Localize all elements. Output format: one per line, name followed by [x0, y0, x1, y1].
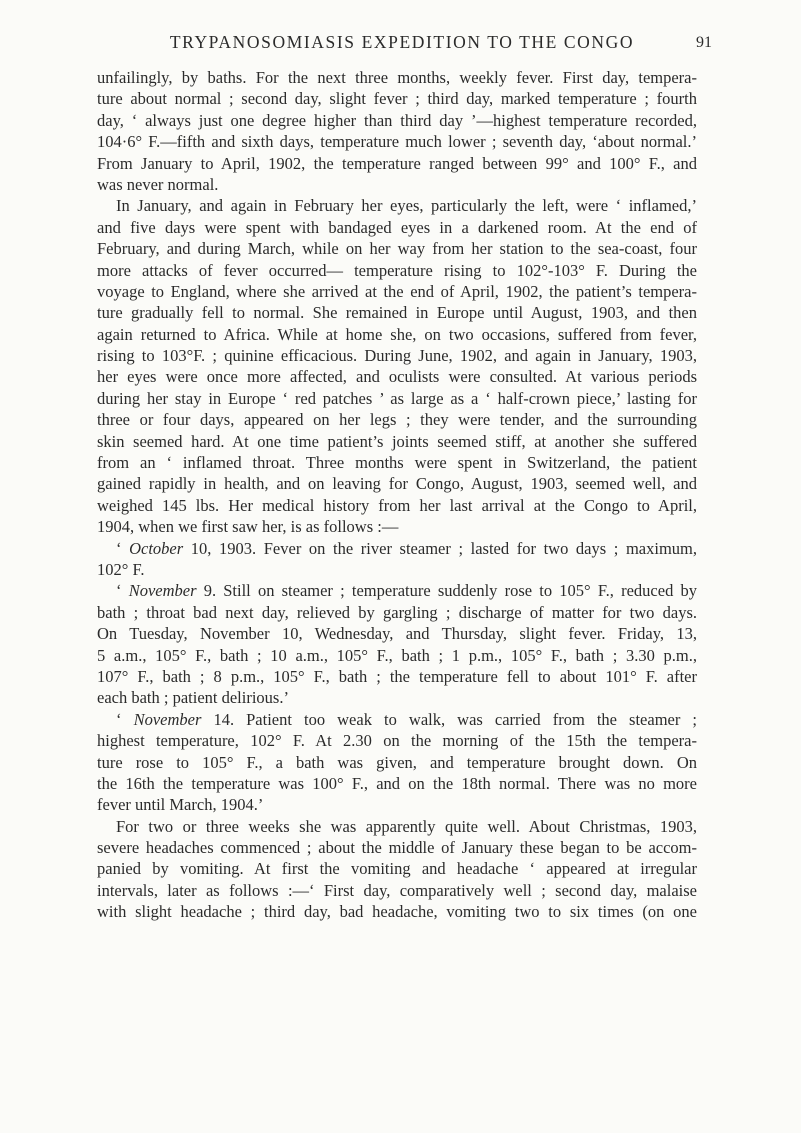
- text-line: again returned to Africa. While at home she, on two occasions, suffered from fever,: [97, 324, 697, 344]
- text-line: was never normal.: [97, 174, 219, 194]
- text-line: the 16th the temperature was 100° F., and on the 18th normal. There was no more: [97, 773, 697, 793]
- text-line: weighed 145 lbs. Her medical history from her last arrival at the Congo to April,: [97, 495, 697, 515]
- text-line: From January to April, 1902, the temperature ranged between 99° and 100° F., and: [97, 153, 697, 173]
- text-line: more attacks of fever occurred— temperature rising to 102°-103° F. During the: [97, 260, 697, 280]
- text-line: during her stay in Europe ‘ red patches ’ as large as a ‘ half-crown piece,’ lasting for: [97, 388, 697, 408]
- text-line: her eyes were once more affected, and oculists were consulted. At various periods: [97, 367, 697, 387]
- text-line: intervals, later as follows :—‘ First day, comparatively well ; second day, malaise: [97, 880, 697, 900]
- text-line: February, and during March, while on her way from her station to the sea-coast, four: [97, 239, 697, 259]
- date-month: November: [128, 581, 197, 601]
- running-head: TRYPANOSOMIASIS EXPEDITION TO THE CONGO: [169, 32, 635, 52]
- text-line: gained rapidly in health, and on leaving for Congo, August, 1903, seemed well, and: [97, 474, 697, 494]
- text-line: and five days were spent with bandaged eyes in a darkened room. At the end of: [97, 217, 697, 237]
- text-line: fever until March, 1904.’: [97, 795, 264, 815]
- text-line: ture gradually fell to normal. She remained in Europe until August, 1903, and then: [97, 303, 697, 323]
- text-line: day, ‘ always just one degree higher than third day ’—highest temperature recorded,: [97, 110, 697, 130]
- text-line: 104·6° F.—fifth and sixth days, temperature much lower ; seventh day, ‘about normal.’: [97, 132, 697, 152]
- text-line: unfailingly, by baths. For the next three months, weekly fever. First day, tempera-: [97, 68, 697, 87]
- page-number: 91: [696, 34, 712, 51]
- date-month: October: [129, 538, 184, 558]
- text-line: 5 a.m., 105° F., bath ; 10 a.m., 105° F., bath ; 1 p.m., 105° F., bath ; 3.30 p.m.,: [97, 645, 697, 665]
- text-line: from an ‘ inflamed throat. Three months were spent in Switzerland, the patient: [97, 453, 697, 473]
- text-line: highest temperature, 102° F. At 2.30 on the morning of the 15th the tempera-: [97, 731, 697, 751]
- text-line: 107° F., bath ; 8 p.m., 105° F., bath ; the temperature fell to about 101° F. after: [97, 666, 697, 686]
- text-line: In January, and again in February her eyes, particularly the left, were ‘ inflamed,’: [116, 196, 697, 216]
- date-month: November: [133, 709, 202, 729]
- body-text: [97, 67, 697, 923]
- text-line: ‘ October 10, 1903. Fever on the river steamer ; lasted for two days ; maximum,: [116, 538, 697, 558]
- text-line: On Tuesday, November 10, Wednesday, and Thursday, slight fever. Friday, 13,: [97, 624, 697, 644]
- text-line: skin seemed hard. At one time patient’s joints seemed stiff, at another she suffered: [97, 431, 697, 451]
- text-line: rising to 103°F. ; quinine efficacious. During June, 1902, and again in January, 1903,: [97, 346, 697, 366]
- text-line: each bath ; patient delirious.’: [97, 688, 289, 708]
- text-line: ‘ November 14. Patient too weak to walk, was carried from the steamer ;: [116, 709, 697, 729]
- text-line: panied by vomiting. At first the vomiting and headache ‘ appeared at irregular: [97, 859, 697, 879]
- text-line: ture about normal ; second day, slight fever ; third day, marked temperature ; fourth: [97, 89, 697, 109]
- text-line: bath ; throat bad next day, relieved by gargling ; discharge of matter for two days.: [97, 602, 697, 622]
- text-line: severe headaches commenced ; about the middle of January these began to be accom-: [97, 838, 697, 858]
- text-line: 102° F.: [97, 559, 145, 579]
- text-line: voyage to England, where she arrived at the end of April, 1902, the patient’s tempera-: [97, 281, 697, 301]
- text-line: three or four days, appeared on her legs ; they were tender, and the surrounding: [97, 410, 697, 430]
- text-line: with slight headache ; third day, bad headache, vomiting two to six times (on one: [97, 902, 697, 922]
- text-line: For two or three weeks she was apparently quite well. About Christmas, 1903,: [116, 816, 697, 836]
- text-line: 1904, when we first saw her, is as follows :—: [97, 517, 399, 537]
- text-line: ture rose to 105° F., a bath was given, and temperature brought down. On: [97, 752, 697, 772]
- text-line: ‘ November 9. Still on steamer ; temperature suddenly rose to 105° F., reduced by: [116, 581, 698, 601]
